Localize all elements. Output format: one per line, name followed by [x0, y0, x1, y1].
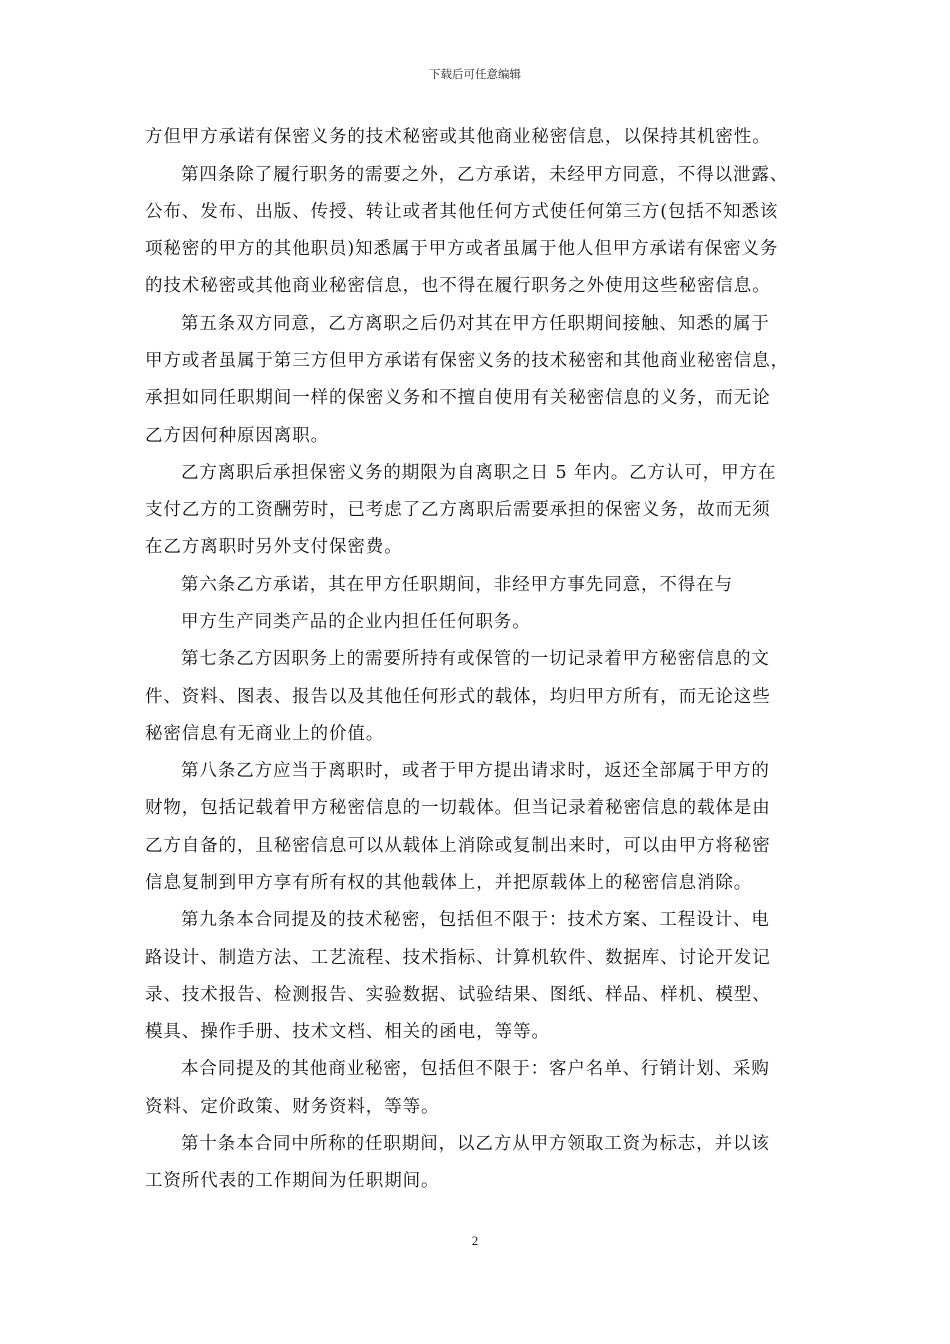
text-line: 第四条除了履行职务的需要之外，乙方承诺，未经甲方同意，不得以泄露、: [181, 165, 789, 185]
text-line: 的技术秘密或其他商业秘密信息，也不得在履行职务之外使用这些秘密信息。: [145, 276, 771, 296]
text-line: 公布、发布、出版、传授、转让或者其他任何方式使任何第三方(包括不知悉该: [145, 202, 779, 222]
text-line: 件、资料、图表、报告以及其他任何形式的载体，均归甲方所有，而无论这些: [145, 687, 771, 707]
text-line: 承担如同任职期间一样的保密义务和不擅自使用有关秘密信息的义务，而无论: [145, 388, 771, 408]
text-line: 第七条乙方因职务上的需要所持有或保管的一切记录着甲方秘密信息的文: [181, 649, 770, 669]
text-line: 甲方或者虽属于第三方但甲方承诺有保密义务的技术秘密和其他商业秘密信息，: [145, 351, 789, 371]
text-line: 方但甲方承诺有保密义务的技术秘密或其他商业秘密信息，以保持其机密性。: [145, 127, 771, 147]
text-line: 第六条乙方承诺，其在甲方任职期间，非经甲方事先同意，不得在与: [181, 575, 733, 595]
text-line: 模具、操作手册、技术文档、相关的函电，等等。: [145, 1022, 550, 1042]
text-line: 第十条本合同中所称的任职期间，以乙方从甲方领取工资为标志，并以该: [181, 1134, 770, 1154]
text-line: 甲方生产同类产品的企业内担任任何职务。: [181, 612, 531, 632]
text-line: 本合同提及的其他商业秘密，包括但不限于：客户名单、行销计划、采购: [181, 1059, 770, 1079]
text-line: 在乙方离职时另外支付保密费。: [145, 537, 403, 557]
text-line: 录、技术报告、检测报告、实验数据、试验结果、图纸、样品、样机、模型、: [145, 985, 771, 1005]
text-line: 秘密信息有无商业上的价值。: [145, 724, 385, 744]
text-line: 乙方离职后承担保密义务的期限为自离职之日 5 年内。乙方认可，甲方在: [181, 463, 777, 483]
text-line: 资料、定价政策、财务资料，等等。: [145, 1097, 440, 1117]
text-line: 支付乙方的工资酬劳时，已考虑了乙方离职后需要承担的保密义务，故而无须: [145, 500, 771, 520]
text-line: 第九条本合同提及的技术秘密，包括但不限于：技术方案、工程设计、电: [181, 910, 770, 930]
text-line: 第八条乙方应当于离职时，或者于甲方提出请求时，返还全部属于甲方的: [181, 761, 770, 781]
text-line: 项秘密的甲方的其他职员)知悉属于甲方或者虽属于他人但甲方承诺有保密义务: [145, 239, 779, 259]
text-line: 乙方因何种原因离职。: [145, 426, 329, 446]
text-line: 信息复制到甲方享有所有权的其他载体上，并把原载体上的秘密信息消除。: [145, 873, 753, 893]
text-line: 财物，包括记载着甲方秘密信息的一切载体。但当记录着秘密信息的载体是由: [145, 798, 771, 818]
text-line: 第五条双方同意，乙方离职之后仍对其在甲方任职期间接触、知悉的属于: [181, 314, 770, 334]
text-line: 工资所代表的工作期间为任职期间。: [145, 1171, 440, 1191]
page-number: 2: [471, 1233, 479, 1248]
page-header: 下载后可任意编辑: [429, 67, 521, 81]
text-line: 乙方自备的，且秘密信息可以从载体上消除或复制出来时，可以由甲方将秘密: [145, 836, 771, 856]
text-line: 路设计、制造方法、工艺流程、技术指标、计算机软件、数据库、讨论开发记: [145, 948, 771, 968]
